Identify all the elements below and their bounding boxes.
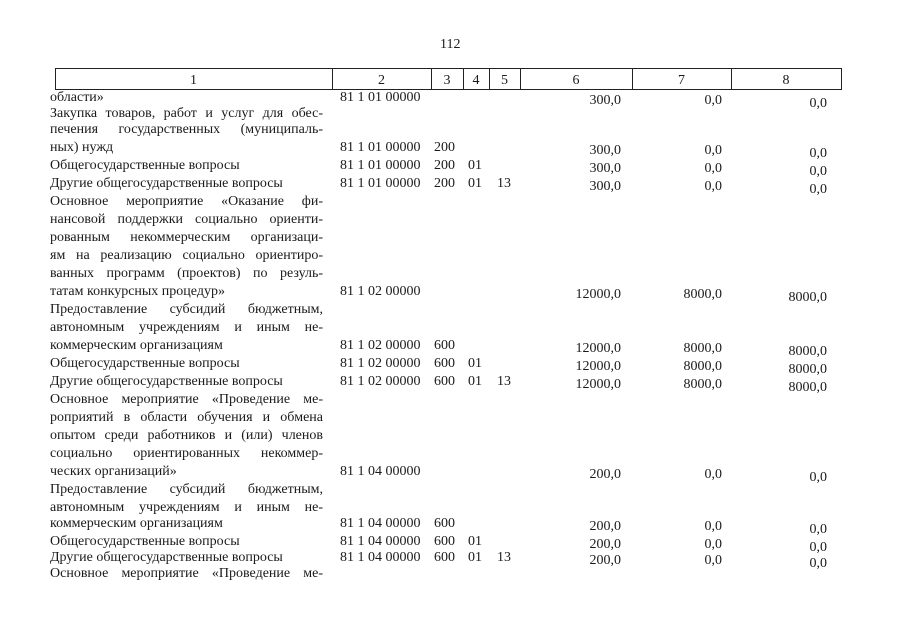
value-col-8: 8000,0	[788, 362, 827, 377]
value-col-7: 0,0	[704, 93, 722, 108]
value-col-7: 0,0	[704, 553, 722, 568]
program-code: 81 1 04 00000	[340, 464, 421, 479]
row-label: Общегосударственные вопросы	[50, 356, 240, 371]
value-col-6: 200,0	[589, 553, 621, 568]
value-col-8: 0,0	[809, 556, 827, 571]
value-col-6: 200,0	[589, 519, 621, 534]
expense-type: 600	[434, 534, 455, 549]
row-label: Основное мероприятие «Оказание фи-	[50, 194, 323, 209]
program-code: 81 1 02 00000	[340, 284, 421, 299]
row-label: коммерческим организациям	[50, 338, 223, 353]
row-label: татам конкурсных процедур»	[50, 284, 225, 299]
value-col-6: 300,0	[589, 143, 621, 158]
value-col-6: 300,0	[589, 179, 621, 194]
header-col-4: 4	[472, 73, 480, 88]
expense-type: 600	[434, 374, 455, 389]
program-code: 81 1 01 00000	[340, 140, 421, 155]
header-col-8: 8	[782, 73, 790, 88]
subsection: 13	[497, 176, 511, 191]
value-col-8: 0,0	[809, 540, 827, 555]
row-label: роприятий в области обучения и обмена	[50, 410, 323, 425]
value-col-7: 8000,0	[683, 287, 722, 302]
value-col-7: 0,0	[704, 519, 722, 534]
section: 01	[468, 176, 482, 191]
header-col-3: 3	[443, 73, 451, 88]
value-col-6: 300,0	[589, 161, 621, 176]
row-label: Другие общегосударственные вопросы	[50, 374, 283, 389]
value-col-8: 0,0	[809, 182, 827, 197]
row-label: Основное мероприятие «Проведение ме-	[50, 392, 323, 407]
value-col-8: 8000,0	[788, 380, 827, 395]
row-label: ческих организаций»	[50, 464, 177, 479]
section: 01	[468, 534, 482, 549]
header-col-5: 5	[501, 73, 508, 88]
value-col-7: 0,0	[704, 467, 722, 482]
program-code: 81 1 02 00000	[340, 338, 421, 353]
expense-type: 600	[434, 338, 455, 353]
value-col-6: 200,0	[589, 467, 621, 482]
program-code: 81 1 01 00000	[340, 90, 421, 105]
expense-type: 600	[434, 550, 455, 565]
row-label: Другие общегосударственные вопросы	[50, 550, 283, 565]
program-code: 81 1 04 00000	[340, 516, 421, 531]
program-code: 81 1 04 00000	[340, 550, 421, 565]
value-col-7: 0,0	[704, 143, 722, 158]
section: 01	[468, 550, 482, 565]
row-label: Основное мероприятие «Проведение ме-	[50, 566, 323, 581]
value-col-6: 12000,0	[575, 287, 621, 302]
value-col-6: 12000,0	[575, 359, 621, 374]
value-col-8: 0,0	[809, 96, 827, 111]
row-label: Другие общегосударственные вопросы	[50, 176, 283, 191]
row-label: автономным учреждениям и иным не-	[50, 320, 323, 335]
program-code: 81 1 01 00000	[340, 158, 421, 173]
value-col-7: 0,0	[704, 537, 722, 552]
table-header	[55, 68, 842, 90]
subsection: 13	[497, 374, 511, 389]
row-label: Предоставление субсидий бюджетным,	[50, 482, 323, 497]
expense-type: 600	[434, 356, 455, 371]
value-col-7: 0,0	[704, 161, 722, 176]
header-col-7: 7	[678, 73, 685, 88]
program-code: 81 1 01 00000	[340, 176, 421, 191]
section: 01	[468, 158, 482, 173]
row-label: нансовой поддержки социально ориенти-	[50, 212, 323, 227]
header-col-6: 6	[572, 73, 580, 88]
value-col-7: 8000,0	[683, 341, 722, 356]
row-label: Общегосударственные вопросы	[50, 534, 240, 549]
row-label: области»	[50, 90, 104, 105]
header-col-1: 1	[190, 73, 197, 88]
row-label: опытом среди работников и (или) членов	[50, 428, 323, 443]
expense-type: 200	[434, 158, 455, 173]
value-col-8: 0,0	[809, 470, 827, 485]
value-col-6: 200,0	[589, 537, 621, 552]
value-col-6: 12000,0	[575, 341, 621, 356]
subsection: 13	[497, 550, 511, 565]
program-code: 81 1 04 00000	[340, 534, 421, 549]
expense-type: 200	[434, 176, 455, 191]
row-label: печения государственных (муниципаль-	[50, 122, 323, 137]
section: 01	[468, 374, 482, 389]
value-col-8: 8000,0	[788, 344, 827, 359]
row-label: ванных программ (проектов) по резуль-	[50, 266, 323, 281]
section: 01	[468, 356, 482, 371]
program-code: 81 1 02 00000	[340, 374, 421, 389]
page-number: 112	[440, 37, 461, 52]
value-col-7: 8000,0	[683, 377, 722, 392]
expense-type: 600	[434, 516, 455, 531]
row-label: рованным некоммерческим организаци-	[50, 230, 323, 245]
row-label: Предоставление субсидий бюджетным,	[50, 302, 323, 317]
expense-type: 200	[434, 140, 455, 155]
row-label: ных) нужд	[50, 140, 114, 155]
row-label: коммерческим организациям	[50, 516, 223, 531]
value-col-6: 300,0	[589, 93, 621, 108]
row-label: социально ориентированных некоммер-	[50, 446, 323, 461]
value-col-7: 0,0	[704, 179, 722, 194]
row-label: автономным учреждениям и иным не-	[50, 500, 323, 515]
row-label: Общегосударственные вопросы	[50, 158, 240, 173]
value-col-7: 8000,0	[683, 359, 722, 374]
row-label: Закупка товаров, работ и услуг для обес-	[50, 106, 323, 121]
value-col-8: 0,0	[809, 146, 827, 161]
value-col-8: 0,0	[809, 522, 827, 537]
value-col-8: 8000,0	[788, 290, 827, 305]
value-col-6: 12000,0	[575, 377, 621, 392]
value-col-8: 0,0	[809, 164, 827, 179]
program-code: 81 1 02 00000	[340, 356, 421, 371]
row-label: ям на реализацию социально ориентиро-	[50, 248, 323, 263]
header-col-2: 2	[378, 73, 385, 88]
